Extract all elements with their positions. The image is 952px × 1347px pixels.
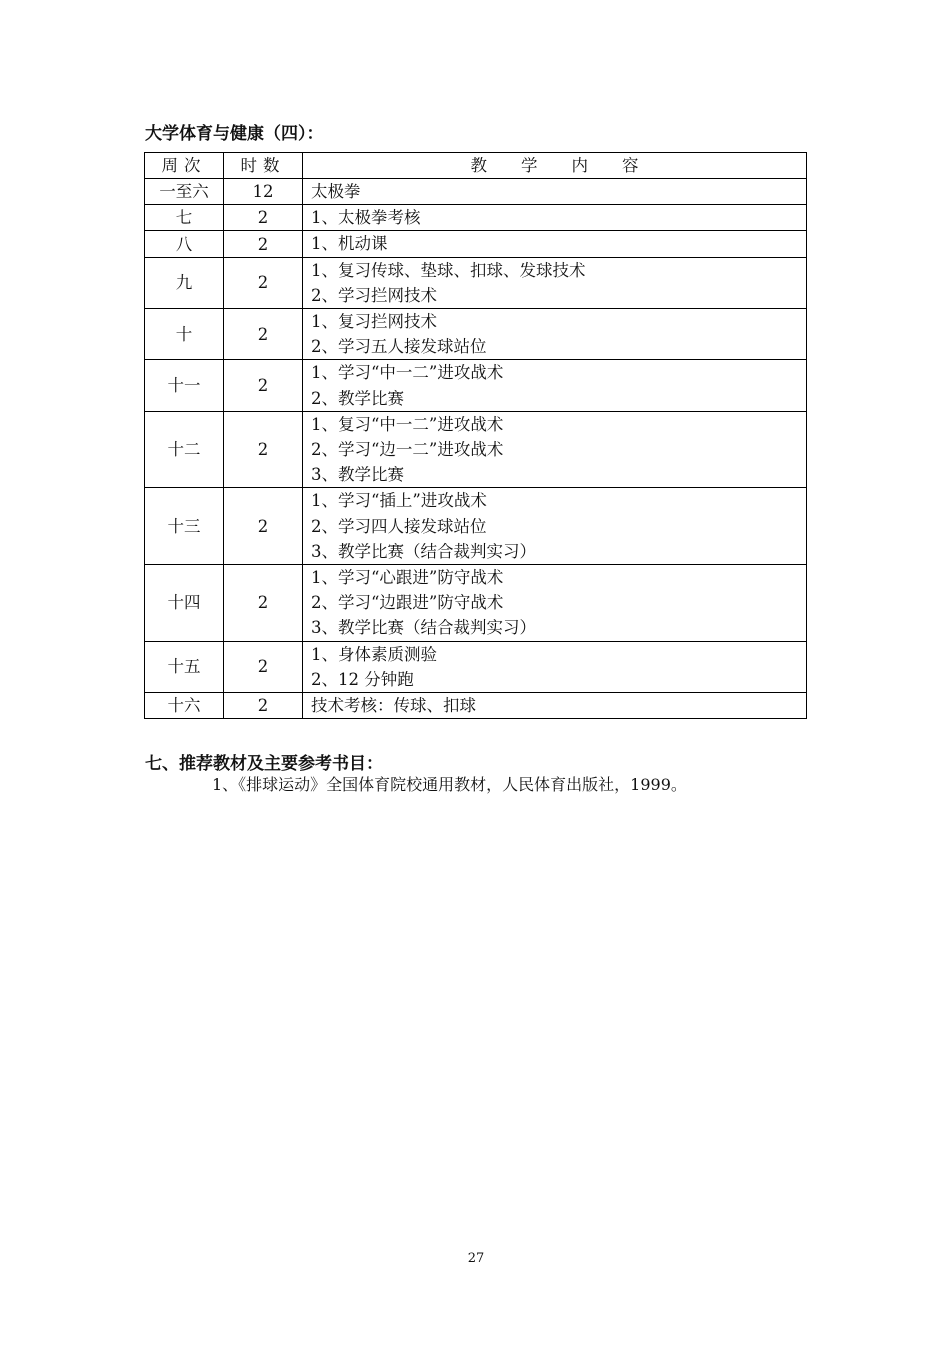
page-number: 27 (467, 1251, 485, 1266)
cell-content (303, 693, 807, 719)
cell-content (303, 360, 807, 411)
cell-week: 八 (145, 231, 224, 257)
cell-week: 十一 (145, 360, 224, 411)
cell-hours: 2 (224, 641, 303, 692)
cell-content (303, 641, 807, 692)
reference-item: 1、《排球运动》全国体育院校通用教材，人民体育出版社，1999。 (212, 775, 687, 794)
cell-hours: 2 (224, 488, 303, 565)
cell-content (303, 309, 807, 360)
cell-week: 九 (145, 257, 224, 308)
cell-week: 十 (145, 309, 224, 360)
content-line: 3、教学比赛 (311, 465, 404, 485)
cell-hours: 2 (224, 205, 303, 231)
content-line: 2、学习“边一二”进攻战术 (311, 440, 504, 460)
table-row (145, 693, 807, 719)
cell-hours: 2 (224, 360, 303, 411)
cell-week: 十五 (145, 641, 224, 692)
content-line: 太极拳 (311, 182, 361, 201)
cell-content (303, 231, 807, 257)
table-body (145, 179, 807, 719)
table-row (145, 179, 807, 205)
cell-week: 十三 (145, 488, 224, 565)
content-line: 技术考核：传球、扣球 (311, 696, 476, 716)
content-line: 1、身体素质测验 (311, 644, 437, 664)
table-row (145, 205, 807, 231)
table-header-row (145, 153, 807, 179)
table-row (145, 565, 807, 642)
teaching-schedule-table (144, 152, 807, 719)
content-line: 1、太极拳考核 (311, 208, 421, 228)
cell-hours: 2 (224, 693, 303, 719)
content-line: 2、学习拦网技术 (311, 285, 437, 305)
header-hours: 时数 (224, 153, 303, 179)
cell-week: 七 (145, 205, 224, 231)
cell-hours: 2 (224, 231, 303, 257)
table-row (145, 257, 807, 308)
content-line: 2、学习四人接发球站位 (311, 516, 487, 536)
cell-content (303, 205, 807, 231)
cell-week: 十二 (145, 411, 224, 488)
cell-content (303, 179, 807, 205)
cell-content (303, 488, 807, 565)
table-row (145, 488, 807, 565)
table-row (145, 641, 807, 692)
content-line: 1、复习传球、垫球、扣球、发球技术 (311, 260, 586, 280)
table-row (145, 360, 807, 411)
cell-hours: 2 (224, 257, 303, 308)
header-week: 周次 (145, 153, 224, 179)
header-content: 教学内容 (303, 153, 807, 179)
cell-week: 十六 (145, 693, 224, 719)
content-line: 2、学习“边跟进”防守战术 (311, 593, 504, 613)
content-line: 3、教学比赛（结合裁判实习） (311, 618, 536, 638)
content-line: 1、机动课 (311, 234, 388, 254)
table-row (145, 309, 807, 360)
content-line: 1、复习“中一二”进攻战术 (311, 414, 504, 434)
cell-week: 一至六 (145, 179, 224, 205)
content-line: 2、12 分钟跑 (311, 669, 414, 689)
cell-content (303, 257, 807, 308)
table-row (145, 231, 807, 257)
cell-hours: 2 (224, 309, 303, 360)
content-line: 2、教学比赛 (311, 388, 404, 408)
content-line: 1、复习拦网技术 (311, 312, 437, 332)
table-row (145, 411, 807, 488)
content-line: 2、学习五人接发球站位 (311, 337, 487, 357)
content-line: 1、学习“中一二”进攻战术 (311, 363, 504, 383)
section-title: 大学体育与健康（四）： (145, 124, 324, 144)
references-title: 七、推荐教材及主要参考书目： (145, 754, 383, 774)
cell-hours: 12 (224, 179, 303, 205)
content-line: 1、学习“心跟进”防守战术 (311, 568, 504, 588)
cell-hours: 2 (224, 565, 303, 642)
cell-hours: 2 (224, 411, 303, 488)
content-line: 3、教学比赛（结合裁判实习） (311, 541, 536, 561)
content-line: 1、学习“插上”进攻战术 (311, 491, 487, 511)
cell-content (303, 565, 807, 642)
cell-content (303, 411, 807, 488)
cell-week: 十四 (145, 565, 224, 642)
